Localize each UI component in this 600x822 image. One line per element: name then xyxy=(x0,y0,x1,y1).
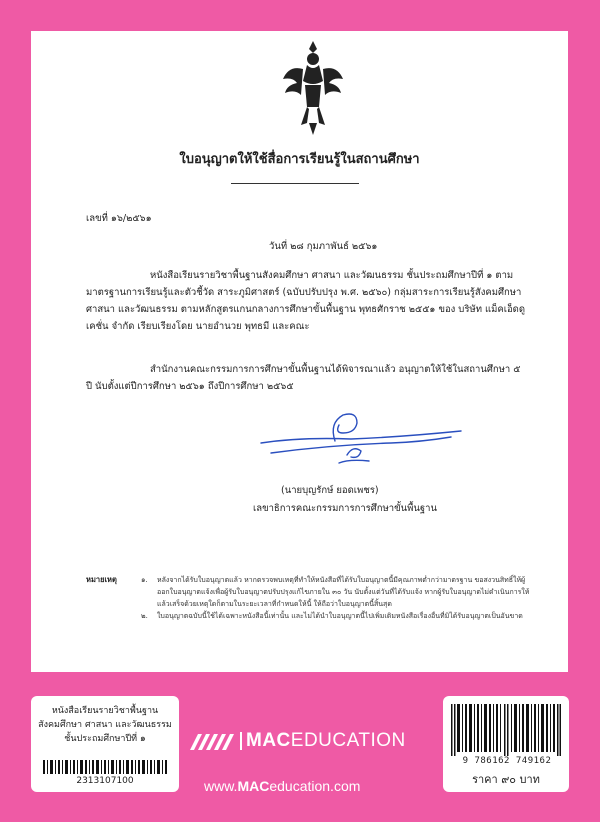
note-item: ๑. หลังจากได้รับใบอนุญาตแล้ว หากตรวจพบเหตุที่ทำให้หนังสือที่ได้รับใบอนุญาตนี้มีคุณภาพต่ำกว่ามาตรฐาน ขอสงวนสิทธิ์ให้ผู้ออกใบอนุญาตแจ้งเพื่อผู้รับใบอนุญาตปรับปรุงแก้ไขภายใน ๓๐ วัน นับตั้งแต่วันที่ได้รับแจ้ง หากผู้รับใบอนุญาตไม่ดำเนินการให้แล้วเสร็จด้วยเหตุใดก็ตามในระยะเวลาที่กำหนดให้นี้ ให้ถือว่าใบอนุญาตนี้สิ้นสุด xyxy=(141,576,530,608)
document-title: ใบอนุญาตให้ใช้สื่อการเรียนรู้ในสถานศึกษา xyxy=(179,152,420,167)
signer-name: (นายบุญรักษ์ ยอดเพชร) xyxy=(281,485,379,496)
spine-barcode xyxy=(43,760,167,774)
license-paragraph-2: สำนักงานคณะกรรมการการศึกษาขั้นพื้นฐานได้พิจารณาแล้ว อนุญาตให้ใช้ในสถานศึกษา ๕ ปี นับตั้งแต่ปีการศึกษา ๒๕๖๑ ถึงปีการศึกษา ๒๕๖๕ xyxy=(86,364,521,392)
spine-line: หนังสือเรียนรายวิชาพื้นฐาน xyxy=(51,706,159,716)
brand-logo-text: MACEDUCATION xyxy=(246,730,406,751)
notes-list xyxy=(141,574,533,622)
license-document xyxy=(31,31,568,672)
brand-url[interactable]: www.MACeducation.com xyxy=(204,778,361,794)
isbn-number: 9 786162 749162 xyxy=(462,756,552,766)
garuda-emblem-icon xyxy=(281,39,345,137)
spine-line: ชั้นประถมศึกษาปีที่ ๑ xyxy=(64,734,146,744)
title-underline xyxy=(231,183,359,184)
spine-code: 2313107100 xyxy=(76,776,134,786)
spine-label xyxy=(31,696,179,792)
signer-position: เลขาธิการคณะกรรมการการศึกษาขั้นพื้นฐาน xyxy=(253,503,437,514)
notes-label: หมายเหตุ xyxy=(86,575,117,584)
license-paragraph-1: หนังสือเรียนรายวิชาพื้นฐานสังคมศึกษา ศาสนา และวัฒนธรรม ชั้นประถมศึกษาปีที่ ๑ ตามมาตรฐานการเรียนรู้และตัวชี้วัด สาระภูมิศาสตร์ (ฉบับปรับปรุง พ.ศ. ๒๕๖๐) กลุ่มสาระการเรียนรู้สังคมศึกษา ศาสนา และวัฒนธรรม ตามหลักสูตรแกนกลางการศึกษาขั้นพื้นฐาน พุทธศักราช ๒๕๕๑ ของ บริษัท แม็คเอ็ดดูเคชั่น จำกัด เรียบเรียงโดย นายอำนวย พุทธมี และคณะ xyxy=(86,270,526,332)
spine-line: สังคมศึกษา ศาสนา และวัฒนธรรม xyxy=(38,720,172,730)
isbn-barcode xyxy=(451,704,561,756)
signature-mark xyxy=(251,403,471,475)
isbn-barcode-box xyxy=(443,696,569,792)
license-date: วันที่ ๒๘ กุมภาพันธ์ ๒๕๖๑ xyxy=(269,241,378,252)
price-label: ราคา ๙๐ บาท xyxy=(472,773,540,786)
note-item: ๒. ใบอนุญาตฉบับนี้ใช้ได้เฉพาะหนังสือนี้เท่านั้น และไม่ได้นำใบอนุญาตนี้ไปเพิ่มเติมหนังสือเรื่องอื่นที่มิได้รับอนุญาตเป็นอันขาด xyxy=(141,612,523,620)
license-number: เลขที่ ๑๖/๒๕๖๑ xyxy=(86,213,152,224)
